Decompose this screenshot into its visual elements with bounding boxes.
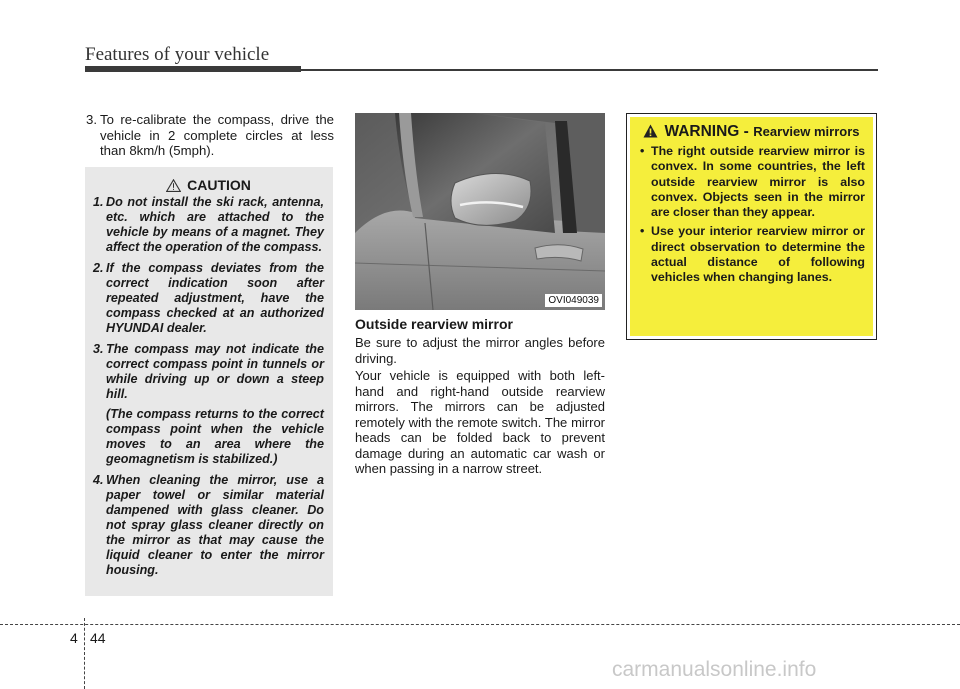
warning-panel bbox=[630, 117, 873, 336]
caution-item: 3. The compass may not indicate the correct compass point in tunnels or while driving up or down a steep hill. bbox=[93, 342, 324, 401]
caution-item: 1. Do not install the ski rack, antenna, etc. which are attached to the vehicle by means of a magnet. They affect the operation of the compass. bbox=[93, 195, 324, 254]
mirror-photo-illustration bbox=[355, 113, 605, 310]
caution-title: CAUTION bbox=[187, 177, 251, 193]
caution-heading bbox=[93, 175, 324, 195]
bullet-icon: • bbox=[640, 144, 645, 158]
bullet-icon: • bbox=[640, 224, 645, 239]
caution-item: 2. If the compass deviates from the correct indication soon after repeated adjustment, have the compass checked at an authorized HYUNDAI dealer. bbox=[93, 261, 324, 335]
section-title: Outside rearview mirror bbox=[355, 316, 513, 332]
step-text: To re-calibrate the compass, drive the vehicle in 2 complete circles at less than 8km/h (5mph). bbox=[100, 112, 334, 158]
page-number: 44 bbox=[90, 630, 106, 646]
footer-divider bbox=[84, 618, 85, 689]
warning-triangle-icon bbox=[643, 124, 658, 138]
body-paragraph: Your vehicle is equipped with both left-hand and right-hand outside rearview mirrors. The mirrors can be adjusted remotely with the remote switch. The mirror heads can be folded back to prevent damage during an automatic car wash or when passing in a narrow street. bbox=[355, 368, 605, 476]
header-rule-thick bbox=[85, 66, 301, 72]
warning-item: • Use your interior rearview mirror or direct observation to determine the actual distance of following vehicles when changing lanes. bbox=[640, 224, 865, 285]
body-paragraph: Be sure to adjust the mirror angles before driving. bbox=[355, 335, 605, 366]
photo-code: OVI049039 bbox=[545, 294, 602, 307]
caution-box bbox=[85, 167, 333, 596]
watermark: carmanualsonline.info bbox=[612, 658, 817, 681]
recalibrate-step bbox=[86, 112, 334, 159]
caution-note: (The compass returns to the correct compass point when the vehicle moves to an area where the geomagnetism is stabilized.) bbox=[106, 407, 324, 466]
caution-triangle-icon bbox=[166, 179, 181, 192]
warning-subtitle: Rearview mirrors bbox=[753, 124, 860, 139]
caution-item: 4. When cleaning the mirror, use a paper towel or similar material dampened with glass cleaner. Do not spray glass cleaner directly on the mirror as that may cause the liquid cleaner to enter the mirror housing. bbox=[93, 473, 324, 577]
warning-heading bbox=[638, 123, 865, 140]
car-side-mirror-photo bbox=[355, 113, 605, 310]
header-rule-thin bbox=[301, 69, 878, 71]
page-section-number: 4 bbox=[70, 630, 78, 646]
warning-box bbox=[626, 113, 877, 340]
warning-title: WARNING - bbox=[664, 123, 749, 140]
footer-rule bbox=[0, 624, 960, 625]
warning-item: • The right outside rearview mirror is convex. In some countries, the left outside rearview mirror is also convex. Objects seen in the mirror are closer than they appear. bbox=[640, 144, 865, 220]
page-header-title: Features of your vehicle bbox=[85, 44, 270, 65]
step-number: 3. bbox=[86, 112, 97, 127]
